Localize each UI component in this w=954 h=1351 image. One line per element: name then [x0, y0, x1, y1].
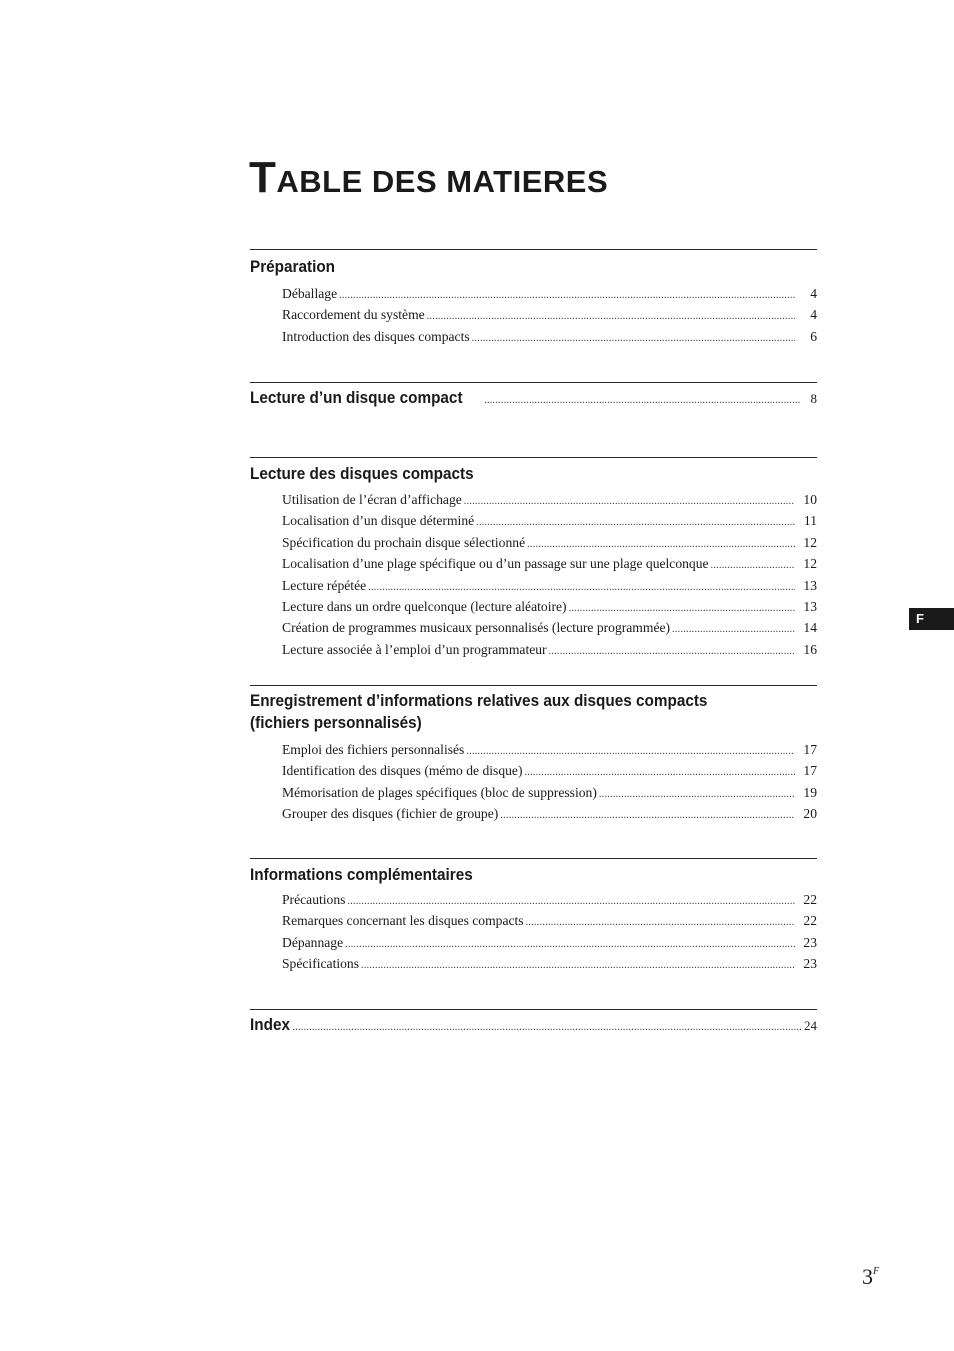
entry-page: 10 [803, 492, 817, 507]
toc-entry[interactable] [282, 327, 817, 348]
dot-leader [672, 620, 795, 639]
toc-entry[interactable] [250, 1014, 817, 1036]
dot-leader [368, 578, 795, 597]
section-enregistrement [250, 685, 817, 826]
entry-page: 17 [803, 763, 817, 779]
toc-entry[interactable] [282, 554, 817, 575]
entry-label: Identification des disques (mémo de disque) [282, 763, 523, 779]
entry-label: Précautions [282, 892, 346, 907]
title-initial: T [249, 153, 277, 202]
toc-entry[interactable] [282, 533, 817, 554]
dot-leader [599, 785, 795, 804]
toc-entry[interactable] [282, 933, 817, 954]
toc-entry[interactable] [282, 954, 817, 975]
dot-leader [549, 642, 795, 661]
section-heading[interactable] [250, 690, 816, 734]
entry-page: 14 [803, 620, 817, 636]
entry-page: 19 [803, 784, 817, 800]
entry-page: 22 [803, 892, 817, 907]
toc-entry[interactable] [282, 761, 817, 782]
entry-page: 17 [803, 742, 817, 757]
entry-label: Dépannage [282, 934, 344, 950]
dot-leader [427, 307, 795, 326]
section-heading: Lecture d’un disque compact [250, 388, 463, 407]
toc-entry[interactable] [282, 284, 817, 305]
entry-label: Spécifications [282, 956, 360, 972]
dot-leader [361, 956, 795, 975]
entry-label: Remarques concernant les disques compacts [282, 913, 524, 929]
entry-page: 20 [803, 806, 817, 822]
section-lecture-disque [250, 382, 817, 409]
page-title [249, 153, 609, 202]
toc-entry[interactable] [282, 740, 817, 761]
entry-label: Création de programmes musicaux personnalisés (lecture programmée) [282, 620, 671, 636]
entry-label: Localisation d’un disque déterminé [282, 513, 475, 529]
entry-label: Emploi des fichiers personnalisés [282, 742, 465, 757]
section-lecture-disques [250, 457, 817, 661]
section-heading: Index [250, 1015, 290, 1034]
entry-page: 8 [810, 391, 817, 406]
title-rest: ABLE DES MATIERES [276, 164, 609, 199]
entry-label: Déballage [282, 286, 338, 301]
dot-leader [347, 892, 795, 911]
toc-entry[interactable] [282, 597, 817, 618]
section-informations [250, 858, 817, 976]
page-number-suffix: F [873, 1266, 880, 1277]
entry-label: Lecture associée à l’emploi d’un programmateur [282, 641, 547, 657]
dot-leader [524, 763, 795, 782]
section-heading-line: (fichiers personnalisés) [250, 713, 422, 732]
entry-list [282, 284, 817, 348]
section-heading[interactable]: Lecture des disques compacts [250, 464, 474, 483]
entry-page: 13 [803, 599, 817, 615]
toc-entry[interactable] [282, 618, 817, 639]
section-heading-line: Enregistrement d’informations relatives aux disques compacts [250, 691, 708, 710]
section-heading[interactable]: Informations complémentaires [250, 865, 473, 884]
dot-leader [466, 742, 795, 761]
entry-page: 24 [804, 1018, 817, 1033]
entry-page: 11 [803, 513, 817, 529]
dot-leader [526, 913, 795, 932]
section-heading[interactable]: Préparation [250, 257, 336, 276]
toc-entry[interactable] [282, 804, 817, 825]
dot-leader [339, 286, 795, 305]
entry-label: Mémorisation de plages spécifiques (bloc de suppression) [282, 784, 597, 800]
dot-leader [292, 1022, 801, 1033]
toc-entry[interactable] [282, 490, 817, 511]
entry-list [282, 740, 817, 826]
language-tab: F [909, 608, 954, 630]
toc-entry[interactable] [282, 576, 817, 597]
entry-label: Lecture dans un ordre quelconque (lecture aléatoire) [282, 599, 567, 615]
entry-list [282, 490, 817, 661]
entry-page: 23 [803, 934, 817, 950]
page-number [862, 1264, 879, 1290]
entry-page: 12 [803, 534, 817, 550]
toc-entry[interactable] [282, 783, 817, 804]
dot-leader [476, 513, 795, 532]
dot-leader [472, 329, 795, 348]
dot-leader [500, 806, 795, 825]
dot-leader [484, 395, 801, 406]
entry-list [282, 890, 817, 976]
entry-page: 12 [803, 556, 817, 572]
toc-entry[interactable] [282, 511, 817, 532]
entry-page: 23 [803, 956, 817, 972]
dot-leader [527, 535, 795, 554]
dot-leader [345, 935, 795, 954]
entry-page: 4 [810, 307, 817, 323]
dot-leader [464, 492, 795, 511]
entry-label: Utilisation de l’écran d’affichage [282, 492, 462, 507]
toc-entry[interactable] [250, 387, 817, 409]
entry-page: 16 [803, 641, 817, 657]
entry-label: Introduction des disques compacts [282, 328, 470, 344]
entry-label: Spécification du prochain disque sélectionné [282, 534, 526, 550]
entry-page: 6 [810, 328, 817, 344]
section-preparation [250, 249, 817, 348]
dot-leader [569, 599, 795, 618]
entry-label: Lecture répétée [282, 577, 367, 593]
page-number-value: 3 [862, 1264, 873, 1289]
entry-page: 22 [803, 913, 817, 929]
section-index [250, 1009, 817, 1036]
entry-label: Localisation d’une plage spécifique ou d’un passage sur une plage quelconque [282, 556, 709, 572]
entry-page: 4 [810, 286, 817, 301]
entry-label: Raccordement du système [282, 307, 425, 323]
toc-entry[interactable] [282, 305, 817, 326]
dot-leader [711, 556, 795, 575]
toc-entry[interactable] [282, 640, 817, 661]
entry-page: 13 [803, 577, 817, 593]
entry-label: Grouper des disques (fichier de groupe) [282, 806, 499, 822]
toc-entry[interactable] [282, 911, 817, 932]
toc-entry[interactable] [282, 890, 817, 911]
